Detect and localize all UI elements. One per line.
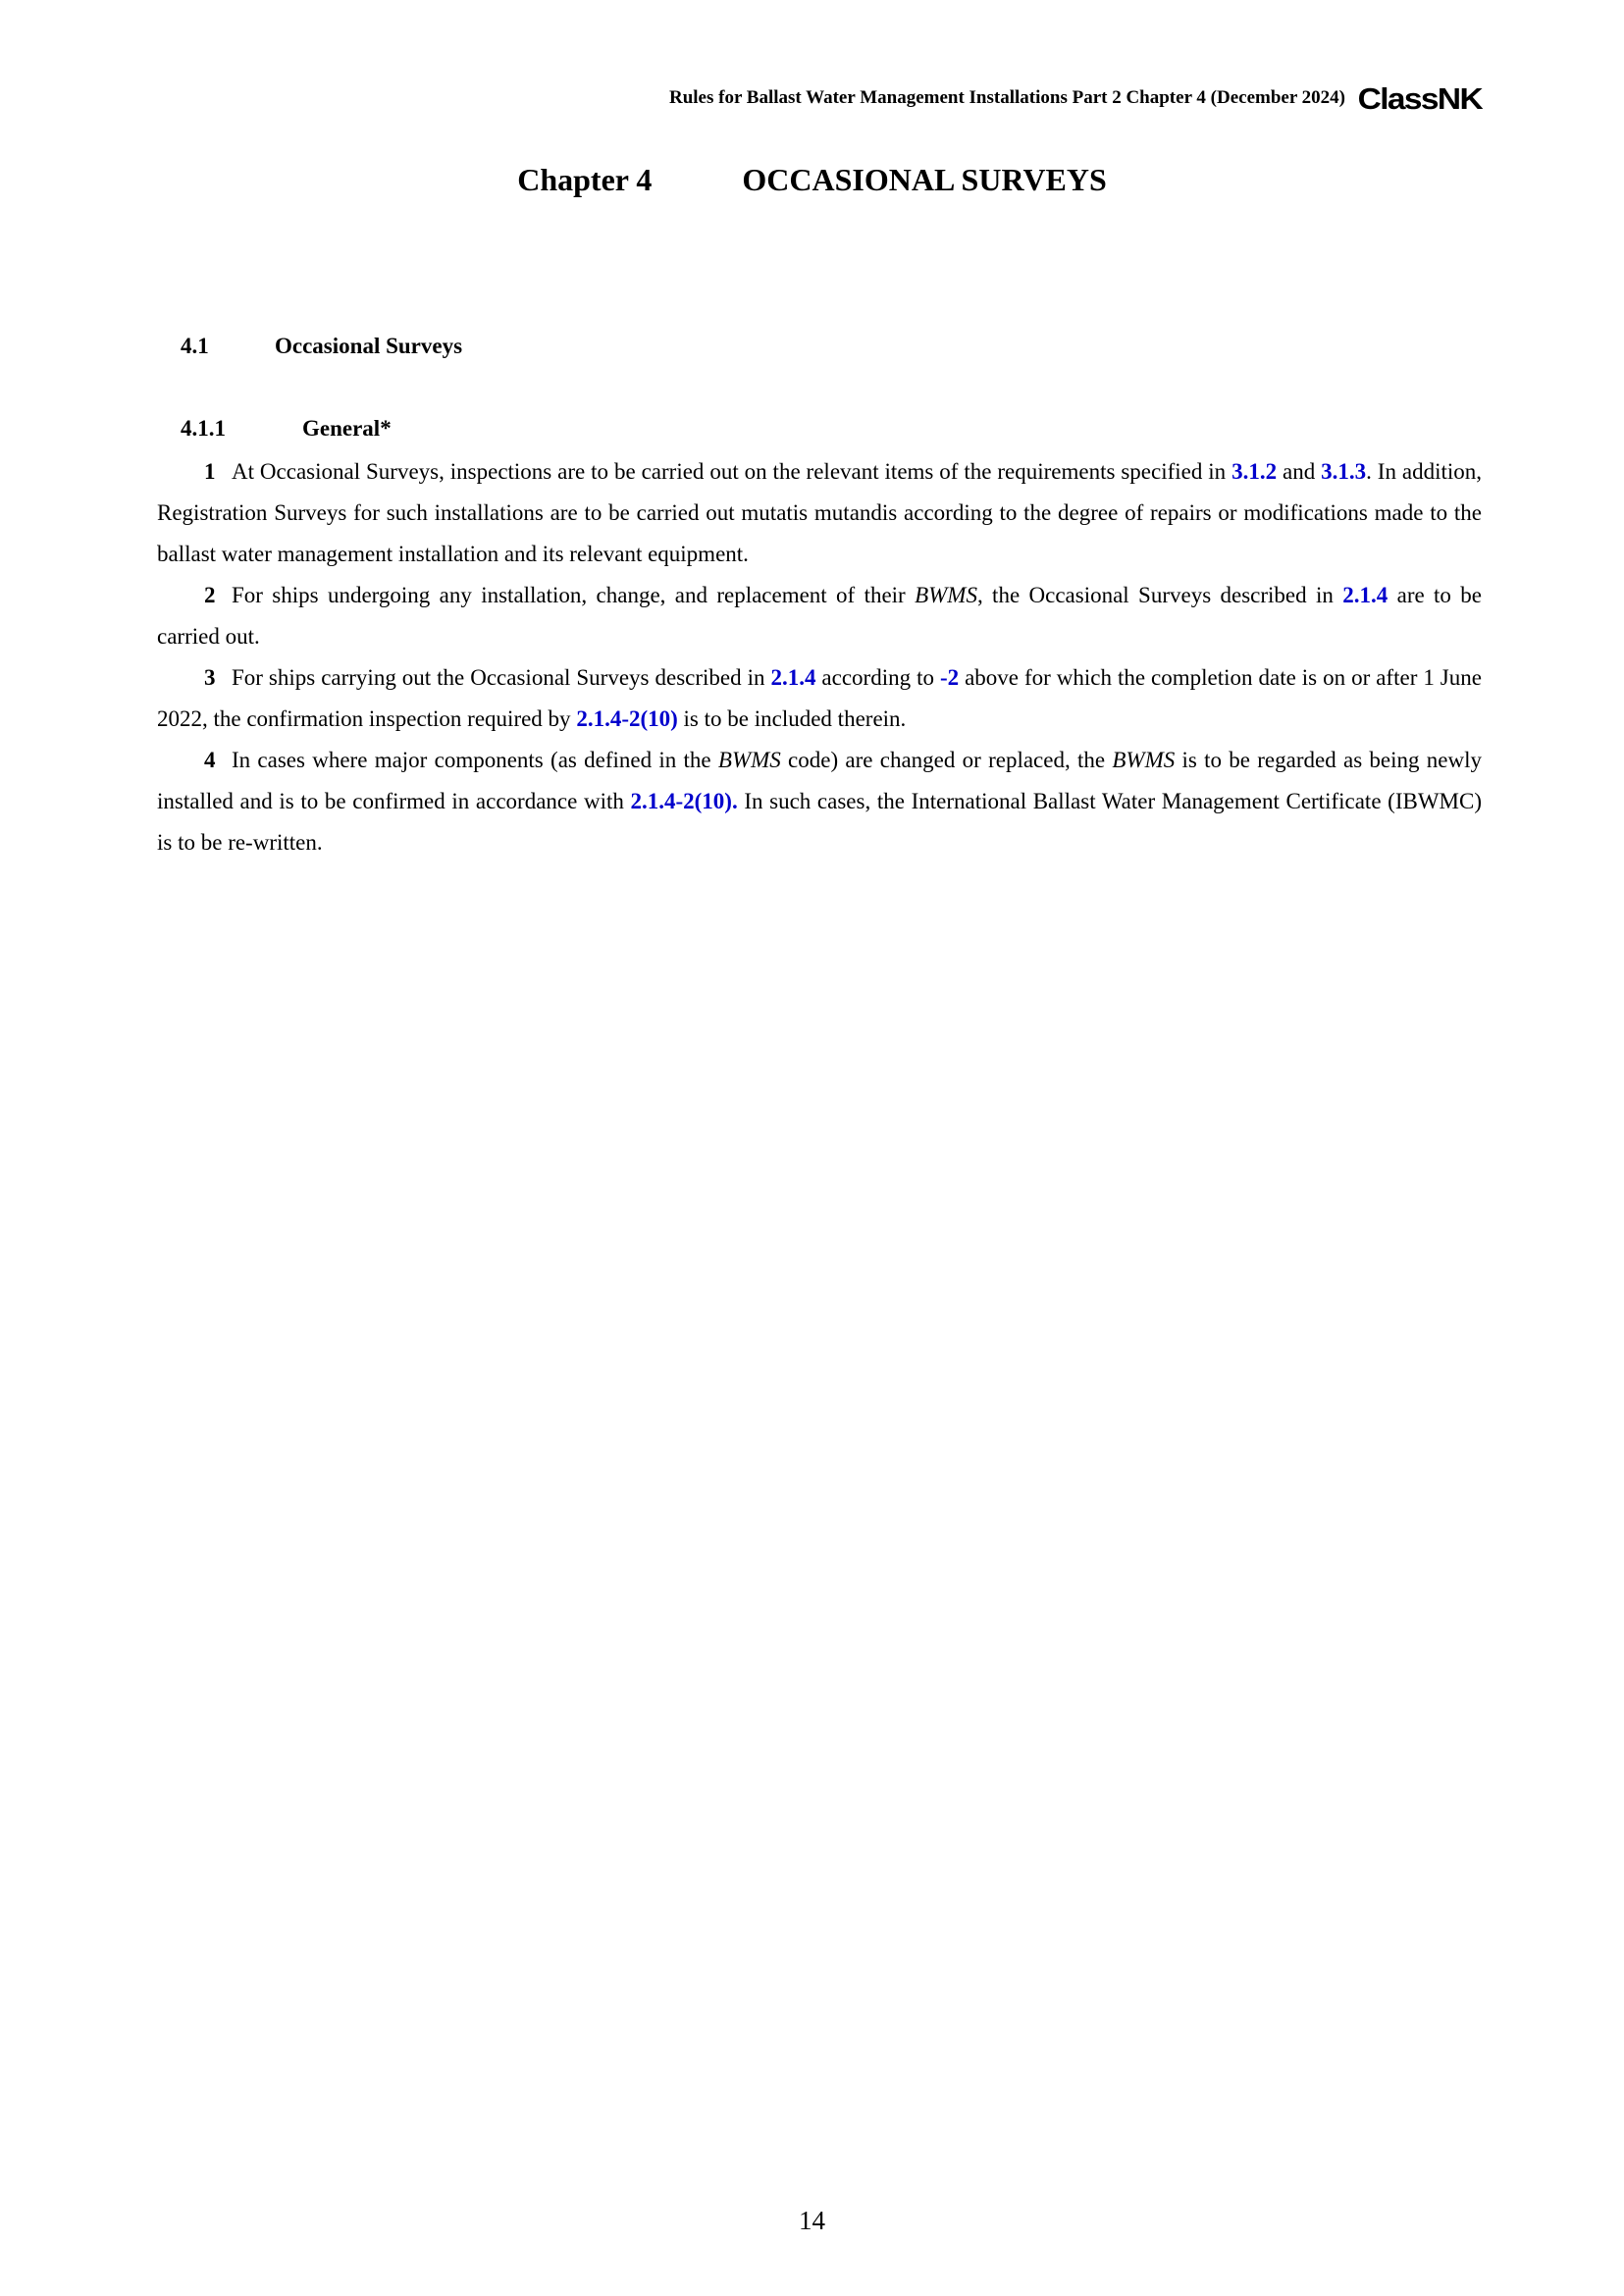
subsection-heading xyxy=(181,416,392,442)
reference-link-2-1-4[interactable]: 2.1.4 xyxy=(1342,583,1388,607)
paragraph-text: At Occasional Surveys, inspections are to be carried out on the relevant items of the requirements specified in xyxy=(232,459,1232,484)
chapter-number: Chapter 4 xyxy=(517,162,653,197)
chapter-title xyxy=(0,162,1624,198)
running-title: Rules for Ballast Water Management Installations Part 2 Chapter 4 (December 2024) xyxy=(668,87,1345,108)
paragraph-text: For ships undergoing any installation, change, and replacement of their xyxy=(232,583,916,607)
paragraph-text: For ships carrying out the Occasional Surveys described in xyxy=(232,665,771,690)
paragraph-4 xyxy=(157,740,1482,863)
paragraph-text: code) are changed or replaced, the xyxy=(780,748,1113,772)
section-title: Occasional Surveys xyxy=(275,334,463,358)
paragraph-number: 1 xyxy=(204,459,216,484)
section-heading xyxy=(181,334,462,359)
bwms-term: BWMS xyxy=(717,748,781,772)
chapter-name: OCCASIONAL SURVEYS xyxy=(742,162,1107,197)
subsection-number: 4.1.1 xyxy=(181,416,226,441)
paragraph-text: , the Occasional Surveys described in xyxy=(976,583,1343,607)
paragraph-text: according to xyxy=(815,665,940,690)
paragraph-3 xyxy=(157,657,1482,740)
subsection-title: General* xyxy=(302,416,392,441)
paragraph-text: . In addition, Registration Surveys for such installations are to be carried out mutatis mutandis according to the degree of repairs or modifications made to the ballast water management installation and its relevant equipment. xyxy=(157,459,1482,566)
paragraph-number: 3 xyxy=(204,665,216,690)
section-number: 4.1 xyxy=(181,334,209,358)
paragraph-text: is to be regarded as being newly installed and is to be confirmed in accordance with xyxy=(157,748,1482,813)
bwms-term: BWMS xyxy=(1112,748,1176,772)
running-header xyxy=(589,78,1482,118)
paragraph-text: are to be carried out. xyxy=(157,583,1482,649)
bwms-term: BWMS xyxy=(915,583,977,607)
paragraph-text: In cases where major components (as defined in the xyxy=(232,748,718,772)
paragraph-number: 4 xyxy=(204,748,216,772)
page-number: 14 xyxy=(799,2206,825,2235)
reference-link-2-1-4-2-10[interactable]: 2.1.4-2(10). xyxy=(630,789,738,813)
paragraph-2 xyxy=(157,575,1482,657)
paragraph-text: is to be included therein. xyxy=(677,706,907,731)
reference-link-2-1-4-2-10[interactable]: 2.1.4-2(10) xyxy=(576,706,678,731)
paragraph-text: and xyxy=(1277,459,1322,484)
reference-link-2-1-4[interactable]: 2.1.4 xyxy=(770,665,816,690)
reference-link-3-1-2[interactable]: 3.1.2 xyxy=(1231,459,1278,484)
paragraph-text: In such cases, the International Ballast Water Management Certificate (IBWMC) is to be re-written. xyxy=(157,789,1482,855)
paragraph-1 xyxy=(157,451,1482,575)
paragraph-number: 2 xyxy=(204,583,216,607)
paragraph-text: above for which the completion date is on or after 1 June 2022, the confirmation inspection required by xyxy=(157,665,1482,731)
reference-link-3-1-3[interactable]: 3.1.3 xyxy=(1321,459,1367,484)
body-text xyxy=(157,451,1482,863)
reference-link-minus-2[interactable]: -2 xyxy=(939,665,960,690)
classnk-logo: ClassNK xyxy=(1357,80,1482,116)
